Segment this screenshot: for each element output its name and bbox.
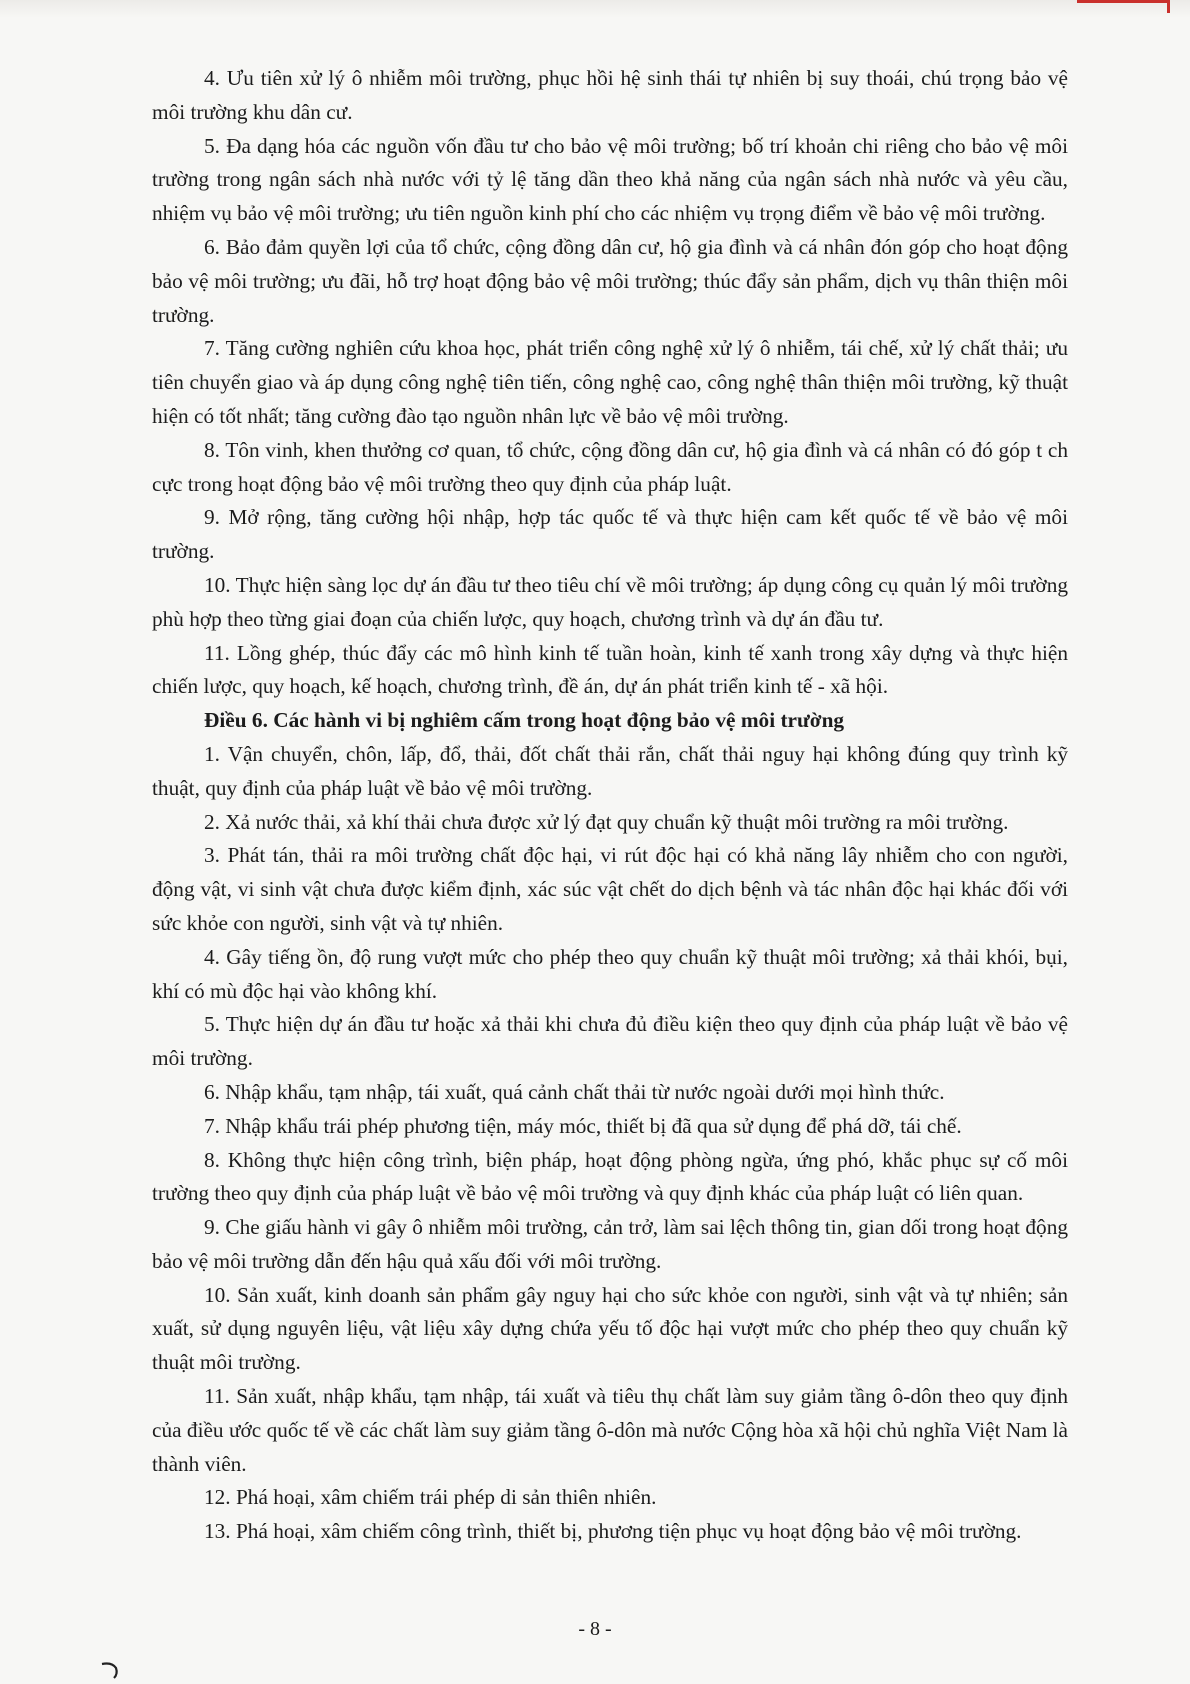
clause-paragraph: 11. Lồng ghép, thúc đẩy các mô hình kinh tế tuần hoàn, kinh tế xanh trong xây dựng và thực hiện chiến lược, quy hoạch, kế hoạch, chương trình, đề án, dự án phát triển kinh tế - xã hội. bbox=[152, 640, 1068, 699]
clause-paragraph: 8. Tôn vinh, khen thưởng cơ quan, tổ chức, cộng đồng dân cư, hộ gia đình và cá nhân có đó góp t ch cực trong hoạt động bảo vệ môi trường theo quy định của pháp luật. bbox=[152, 437, 1068, 496]
clause-paragraph: 2. Xả nước thải, xả khí thải chưa được xử lý đạt quy chuẩn kỹ thuật môi trường ra môi trường. bbox=[204, 809, 1009, 834]
clause-paragraph: 6. Nhập khẩu, tạm nhập, tái xuất, quá cảnh chất thải từ nước ngoài dưới mọi hình thức. bbox=[204, 1079, 945, 1104]
corner-mark bbox=[1077, 0, 1170, 13]
clause-paragraph: 11. Sản xuất, nhập khẩu, tạm nhập, tái xuất và tiêu thụ chất làm suy giảm tầng ô-dôn theo quy định của điều ước quốc tế về các chất làm suy giảm tầng ô-dôn mà nước Cộng hòa xã hội chủ nghĩa Việt Nam là thành viên. bbox=[152, 1384, 1068, 1476]
clause-paragraph: 3. Phát tán, thải ra môi trường chất độc hại, vi rút độc hại có khả năng lây nhiễm cho con người, động vật, vi sinh vật chưa được kiểm định, xác súc vật chết do dịch bệnh và tác nhân độc hại khác đối với sức khỏe con người, sinh vật và tự nhiên. bbox=[152, 843, 1068, 935]
clause-paragraph: 4. Gây tiếng ồn, độ rung vượt mức cho phép theo quy chuẩn kỹ thuật môi trường; xả thải khói, bụi, khí có mù độc hại vào không khí. bbox=[152, 944, 1068, 1003]
clause-paragraph: 5. Đa dạng hóa các nguồn vốn đầu tư cho bảo vệ môi trường; bố trí khoản chi riêng cho bảo vệ môi trường trong ngân sách nhà nước với tỷ lệ tăng dần theo khả năng của ngân sách nhà nước và yêu cầu, nhiệm vụ bảo vệ môi trường; ưu tiên nguồn kinh phí cho các nhiệm vụ trọng điểm về bảo vệ môi trường. bbox=[152, 133, 1068, 226]
clause-paragraph: 6. Bảo đảm quyền lợi của tổ chức, cộng đồng dân cư, hộ gia đình và cá nhân đón góp cho hoạt động bảo vệ môi trường; ưu đãi, hỗ trợ hoạt động bảo vệ môi trường; thúc đẩy sản phẩm, dịch vụ thân thiện môi trường. bbox=[152, 234, 1068, 327]
clause-paragraph: 7. Nhập khẩu trái phép phương tiện, máy móc, thiết bị đã qua sử dụng để phá dỡ, tái chế. bbox=[204, 1113, 962, 1138]
clause-paragraph: 10. Sản xuất, kinh doanh sản phẩm gây nguy hại cho sức khỏe con người, sinh vật và tự nhiên; sản xuất, sử dụng nguyên liệu, vật liệu xây dựng chứa yếu tố độc hại vượt mức cho phép theo quy chuẩn kỹ thuật môi trường. bbox=[152, 1282, 1068, 1375]
clause-paragraph: 4. Ưu tiên xử lý ô nhiễm môi trường, phục hồi hệ sinh thái tự nhiên bị suy thoái, chú trọng bảo vệ môi trường khu dân cư. bbox=[152, 66, 1068, 124]
clause-paragraph: 13. Phá hoại, xâm chiếm công trình, thiết bị, phương tiện phục vụ hoạt động bảo vệ môi trường. bbox=[204, 1519, 1022, 1544]
stray-pen-mark bbox=[100, 1660, 126, 1680]
page-number: - 8 - bbox=[578, 1618, 612, 1640]
document-body bbox=[152, 62, 1068, 1549]
clause-paragraph: 1. Vận chuyển, chôn, lấp, đổ, thải, đốt chất thải rắn, chất thải nguy hại không đúng quy trình kỹ thuật, quy định của pháp luật về bảo vệ môi trường. bbox=[152, 741, 1068, 800]
clause-paragraph: 10. Thực hiện sàng lọc dự án đầu tư theo tiêu chí về môi trường; áp dụng công cụ quản lý môi trường phù hợp theo từng giai đoạn của chiến lược, quy hoạch, chương trình và dự án đầu tư. bbox=[152, 572, 1068, 631]
scan-top-edge bbox=[0, 0, 1190, 18]
clause-paragraph: 9. Che giấu hành vi gây ô nhiễm môi trường, cản trở, làm sai lệch thông tin, gian dối trong hoạt động bảo vệ môi trường dẫn đến hậu quả xấu đối với môi trường. bbox=[152, 1215, 1068, 1273]
clause-paragraph: 7. Tăng cường nghiên cứu khoa học, phát triển công nghệ xử lý ô nhiễm, tái chế, xử lý chất thải; ưu tiên chuyển giao và áp dụng công nghệ tiên tiến, công nghệ cao, công nghệ thân thiện môi trường, kỹ thuật hiện có tốt nhất; tăng cường đào tạo nguồn nhân lực về bảo vệ môi trường. bbox=[152, 336, 1068, 428]
clause-paragraph: 9. Mở rộng, tăng cường hội nhập, hợp tác quốc tế và thực hiện cam kết quốc tế về bảo vệ môi trường. bbox=[152, 505, 1068, 564]
clause-paragraph: 12. Phá hoại, xâm chiếm trái phép di sản thiên nhiên. bbox=[204, 1485, 657, 1510]
article-heading: Điều 6. Các hành vi bị nghiêm cấm trong hoạt động bảo vệ môi trường bbox=[204, 708, 845, 733]
clause-paragraph: 5. Thực hiện dự án đầu tư hoặc xả thải khi chưa đủ điều kiện theo quy định của pháp luật về bảo vệ môi trường. bbox=[152, 1012, 1068, 1071]
clause-paragraph: 8. Không thực hiện công trình, biện pháp, hoạt động phòng ngừa, ứng phó, khắc phục sự cố môi trường theo quy định của pháp luật về bảo vệ môi trường và quy định khác của pháp luật có liên quan. bbox=[152, 1147, 1068, 1206]
